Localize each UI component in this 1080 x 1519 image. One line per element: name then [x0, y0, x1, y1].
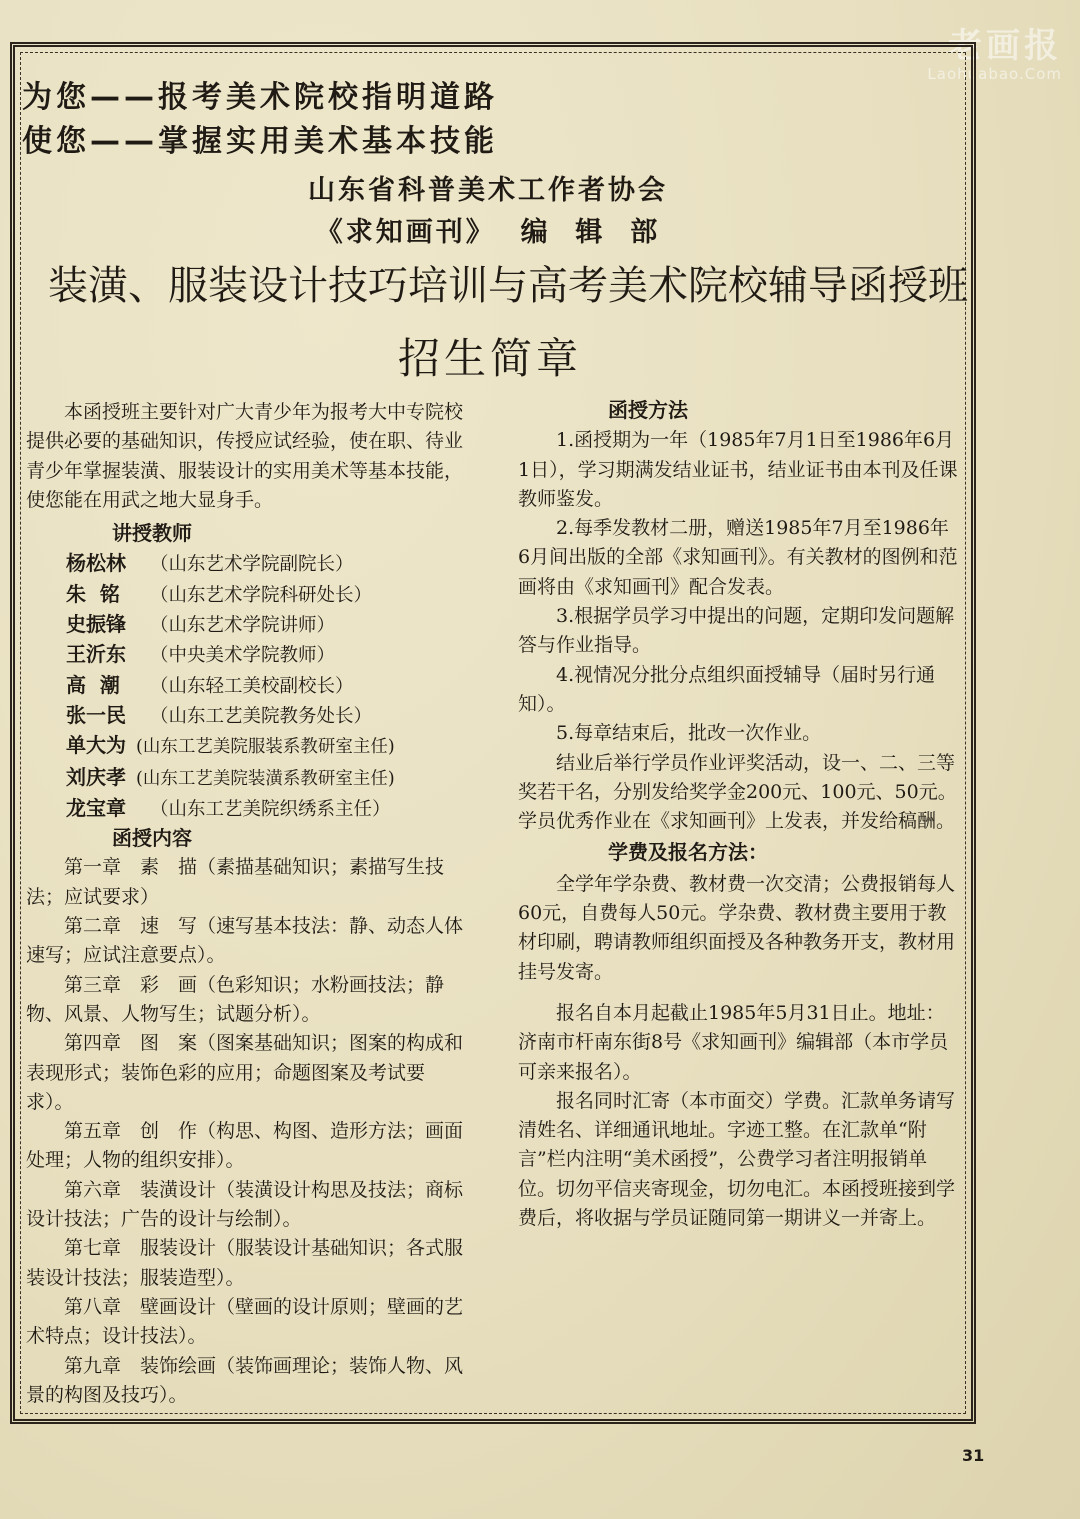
- chapter-list: [26, 853, 466, 1410]
- teacher-item: [66, 640, 466, 670]
- teacher-name: 张一民: [66, 702, 126, 727]
- teacher-name: 刘庆孝: [66, 764, 126, 789]
- right-column: [518, 396, 960, 1233]
- chapter-item: 第六章 装潢设计（装潢设计构思及技法；商标设计技法；广告的设计与绘制）。: [26, 1178, 464, 1231]
- teacher-title: （中央美术学院教师）: [150, 645, 336, 667]
- method-item: 2.每季发教材二册，赠送1985年7月至1986年6月间出版的全部《求知画刊》。有关教材的图例和范画将由《求知画刊》配合发表。: [518, 517, 958, 598]
- award-paragraph: 结业后举行学员作业评奖活动，设一、二、三等奖若干名，分别发给奖学金200元、100元、50元。学员优秀作业在《求知画刊》上发表，并发给稿酬。: [518, 751, 957, 833]
- method-heading: 函授方法: [608, 398, 688, 422]
- fee-heading: 学费及报名方法：: [608, 840, 768, 865]
- teacher-name: 龙宝章: [66, 795, 126, 820]
- chapter-item: 第五章 创 作（构思、构图、造形方法；画面处理；人物的组织安排）。: [26, 1120, 464, 1172]
- method-item: 1.函授期为一年（1985年7月1日至1986年6月1日），学习期满发结业证书，结业证书由本刊及任课教师鉴发。: [518, 429, 958, 510]
- intro-paragraph: 本函授班主要针对广大青少年为报考大中专院校提供必要的基础知识，传授应试经验，使在职、待业青少年掌握装潢、服装设计的实用美术等基本技能，使您能在用武之地大显身手。: [26, 401, 464, 511]
- payment-paragraph: 报名同时汇寄（本市面交）学费。汇款单务请写清姓名、详细通讯地址。字迹工整。在汇款单“附言”栏内注明“美术函授”，公费学习者注明报销单位。切勿平信夹寄现金，切勿电汇。本函授班接到学费后，将收据与学员证随同第一期讲义一并寄上。: [518, 1089, 956, 1230]
- teacher-name: 朱 铭: [66, 581, 120, 606]
- teacher-item: [66, 671, 466, 701]
- teacher-item: [66, 549, 466, 579]
- teacher-item: [66, 580, 466, 610]
- teacher-title: (山东工艺美院装潢系教研室主任): [136, 768, 395, 789]
- teacher-name: 单大为: [66, 733, 126, 758]
- method-item: 3.根据学员学习中提出的问题，定期印发问题解答与作业指导。: [518, 605, 955, 657]
- chapter-item: 第四章 图 案（图案基础知识；图案的构成和表现形式；装饰色彩的应用；命题图案及考试要求）。: [26, 1032, 464, 1113]
- teacher-title: （山东工艺美院织绣系主任）: [150, 798, 391, 820]
- chapter-item: 第八章 壁画设计（壁画的设计原则；壁画的艺术特点；设计技法）。: [26, 1295, 464, 1348]
- registration-paragraph: 报名自本月起截止1985年5月31日止。地址：济南市杆南东街8号《求知画刊》编辑部（本市学员可亲来报名）。: [518, 1001, 949, 1083]
- chapter-item: 第七章 服装设计（服装设计基础知识；各式服装设计技法；服装造型）。: [26, 1237, 464, 1289]
- page-title: 装潢、服装设计技巧培训与高考美术院校辅导函授班: [48, 263, 968, 309]
- teacher-name: 杨松林: [66, 551, 126, 576]
- fee-paragraph: 全学年学杂费、教材费一次交清；公费报销每人60元，自费每人50元。学杂费、教材费主要用于教材印刷，聘请教师组织面授及各种教务开支，教材用挂号发寄。: [518, 872, 956, 983]
- teacher-name: 高 潮: [66, 672, 120, 697]
- page-subtitle: 招生简章: [397, 334, 582, 383]
- editorial-office: 《求知画刊》 编 辑 部: [315, 217, 661, 248]
- slogan-2: 使您——掌握实用美术基本技能: [22, 124, 498, 159]
- teacher-title: （山东艺术学院讲师）: [150, 615, 336, 637]
- teachers-heading: 讲授教师: [112, 521, 192, 546]
- teacher-title: （山东工艺美院教务处长）: [150, 705, 373, 727]
- left-column: [26, 398, 466, 1410]
- teacher-title: （山东艺术学院科研处长）: [150, 584, 373, 606]
- organizer: 山东省科普美术工作者协会: [308, 175, 668, 206]
- method-list: [518, 426, 960, 836]
- teacher-title: （山东艺术学院副院长）: [150, 554, 354, 576]
- chapter-item: 第九章 装饰绘画（装饰画理论；装饰人物、风景的构图及技巧）。: [26, 1354, 464, 1406]
- method-item: 5.每章结束后，批改一次作业。: [556, 722, 822, 745]
- teacher-item: [66, 701, 466, 731]
- teacher-title: （山东轻工美校副校长）: [150, 675, 354, 697]
- teacher-item: [66, 763, 466, 794]
- watermark-url: Laohuabao.Com: [927, 65, 1062, 83]
- method-item: 4.视情况分批分点组织面授辅导（届时另行通知）。: [518, 663, 936, 715]
- chapter-item: 第一章 素 描（素描基础知识；素描写生技法；应试要求）: [26, 856, 445, 908]
- teacher-name: 王沂东: [66, 642, 126, 667]
- chapter-item: 第三章 彩 画（色彩知识；水粉画技法；静物、风景、人物写生；试题分析）。: [26, 973, 445, 1025]
- watermark-main: 老画报: [948, 26, 1062, 66]
- slogan-1: 为您——报考美术院校指明道路: [22, 80, 498, 115]
- teacher-item: [66, 731, 466, 762]
- teacher-item: [66, 610, 466, 640]
- teacher-name: 史振锋: [66, 612, 126, 637]
- content-heading: 函授内容: [112, 826, 192, 851]
- page-number: 31: [962, 1446, 985, 1465]
- teacher-list: [26, 549, 466, 824]
- teacher-title: (山东工艺美院服装系教研室主任): [136, 737, 395, 758]
- chapter-item: 第二章 速 写（速写基本技法：静、动态人体速写；应试注意要点）。: [26, 915, 464, 967]
- teacher-item: [66, 794, 466, 824]
